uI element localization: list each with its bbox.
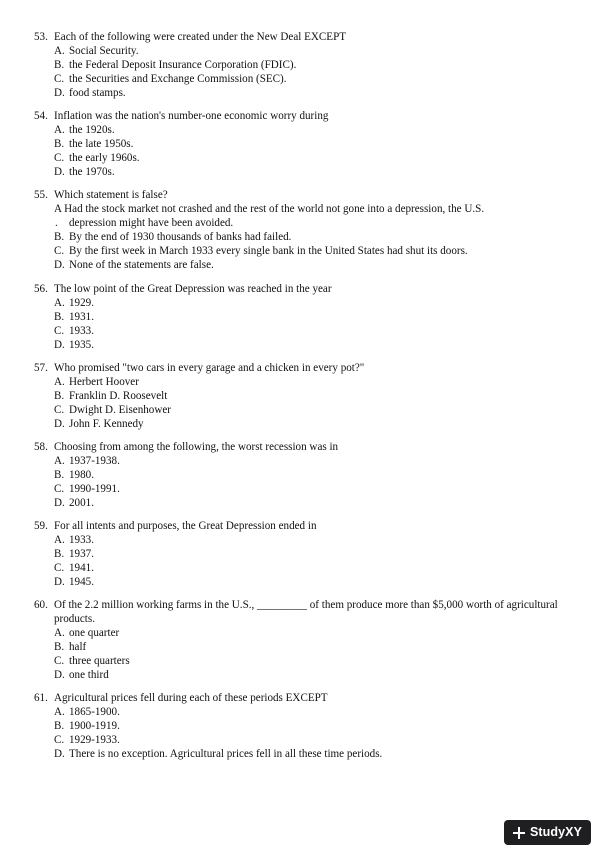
option-letter: C. xyxy=(54,482,65,495)
option-b xyxy=(54,311,579,325)
question-text: Inflation was the nation's number-one economic worry during xyxy=(54,110,329,122)
question-text: For all intents and purposes, the Great Depression ended in xyxy=(54,520,317,532)
question-61 xyxy=(34,692,579,762)
option-b xyxy=(54,231,579,245)
option-a xyxy=(54,124,579,138)
option-letter: C. xyxy=(54,654,65,667)
option-letter: A. xyxy=(54,705,65,718)
option-letter: D. xyxy=(54,258,65,271)
option-letter: D. xyxy=(54,165,65,178)
option-b xyxy=(54,138,579,152)
option-text: 1931. xyxy=(69,310,94,323)
option-c xyxy=(54,404,579,418)
option-d xyxy=(54,576,579,590)
option-text: 1900-1919. xyxy=(69,719,120,732)
option-text: 1935. xyxy=(69,338,94,351)
question-stem xyxy=(34,692,579,706)
option-letter: D. xyxy=(54,86,65,99)
option-letter: A. xyxy=(54,626,65,639)
option-text: the early 1960s. xyxy=(69,151,140,164)
question-54 xyxy=(34,110,579,180)
plus-icon xyxy=(513,827,525,839)
option-text: 1933. xyxy=(69,324,94,337)
option-text: depression might have been avoided. xyxy=(69,216,234,229)
option-a xyxy=(54,297,579,311)
question-text: Who promised "two cars in every garage and a chicken in every pot?" xyxy=(54,362,365,374)
question-number: 54. xyxy=(34,110,48,122)
question-text: The low point of the Great Depression was reached in the year xyxy=(54,283,332,295)
question-stem xyxy=(34,441,579,455)
option-text: half xyxy=(69,640,87,653)
option-list xyxy=(54,124,579,180)
option-letter: C. xyxy=(54,403,65,416)
option-text: the late 1950s. xyxy=(69,137,134,150)
question-stem xyxy=(34,520,579,534)
option-text: 1980. xyxy=(69,468,94,481)
option-letter: D. xyxy=(54,668,65,681)
option-letter: D. xyxy=(54,417,65,430)
option-text: 1933. xyxy=(69,533,94,546)
question-57 xyxy=(34,362,579,432)
option-text: 1945. xyxy=(69,575,94,588)
option-letter: B. xyxy=(54,137,65,150)
question-58 xyxy=(34,441,579,511)
option-c xyxy=(54,483,579,497)
question-53 xyxy=(34,31,579,101)
option-d xyxy=(54,87,579,101)
option-text: 2001. xyxy=(69,496,94,509)
question-60 xyxy=(34,599,579,682)
option-a xyxy=(54,534,579,548)
question-number: 59. xyxy=(34,520,48,532)
option-b xyxy=(54,390,579,404)
option-d xyxy=(54,259,579,273)
option-text: 1937. xyxy=(69,547,94,560)
option-text: 1929-1933. xyxy=(69,733,120,746)
option-c xyxy=(54,325,579,339)
option-letter: B. xyxy=(54,547,65,560)
option-d xyxy=(54,669,579,683)
option-a xyxy=(54,627,579,641)
option-list xyxy=(54,627,579,683)
option-text: There is no exception. Agricultural prices fell in all these time periods. xyxy=(69,747,383,760)
option-list xyxy=(54,297,579,353)
option-text: one third xyxy=(69,668,109,681)
option-b xyxy=(54,469,579,483)
continuation-dot: . xyxy=(55,216,58,229)
option-letter: A. xyxy=(54,44,65,57)
question-stem xyxy=(34,283,579,297)
option-text: None of the statements are false. xyxy=(69,258,214,271)
option-b xyxy=(54,548,579,562)
option-letter: B. xyxy=(54,640,65,653)
option-text: the 1920s. xyxy=(69,123,115,136)
option-text: 1941. xyxy=(69,561,94,574)
question-text: Each of the following were created under the New Deal EXCEPT xyxy=(54,31,347,43)
option-letter: C. xyxy=(54,244,65,257)
question-stem xyxy=(34,362,579,376)
option-letter: B. xyxy=(54,58,65,71)
question-stem xyxy=(34,31,579,45)
option-b xyxy=(54,720,579,734)
option-b xyxy=(54,59,579,73)
option-d xyxy=(54,339,579,353)
option-text: three quarters xyxy=(69,654,130,667)
option-letter: B. xyxy=(54,468,65,481)
option-d xyxy=(54,497,579,511)
option-d xyxy=(54,418,579,432)
option-text: 1937-1938. xyxy=(69,454,120,467)
option-a xyxy=(54,376,579,390)
option-b xyxy=(54,641,579,655)
option-text: food stamps. xyxy=(69,86,126,99)
question-text: Choosing from among the following, the worst recession was in xyxy=(54,441,339,453)
option-a xyxy=(54,455,579,469)
option-a xyxy=(54,706,579,720)
question-stem xyxy=(34,599,579,627)
question-56 xyxy=(34,283,579,353)
option-c xyxy=(54,562,579,576)
option-list xyxy=(54,45,579,101)
option-text: the Federal Deposit Insurance Corporation (FDIC). xyxy=(69,58,297,71)
option-letter: D. xyxy=(54,338,65,351)
option-letter: C. xyxy=(54,561,65,574)
question-number: 58. xyxy=(34,441,48,453)
option-letter: B. xyxy=(54,230,65,243)
option-letter: D. xyxy=(54,575,65,588)
option-c xyxy=(54,245,579,259)
option-letter: D. xyxy=(54,496,65,509)
option-text: Herbert Hoover xyxy=(69,375,139,388)
option-text: John F. Kennedy xyxy=(69,417,144,430)
question-text: Agricultural prices fell during each of these periods EXCEPT xyxy=(54,692,328,704)
option-text: 1865-1900. xyxy=(69,705,120,718)
option-a-line: A Had the stock market not crashed and the rest of the world not gone into a depression, the U.S. xyxy=(54,202,485,215)
option-c xyxy=(54,152,579,166)
option-letter: C. xyxy=(54,72,65,85)
question-number: 56. xyxy=(34,283,48,295)
option-text: the Securities and Exchange Commission (SEC). xyxy=(69,72,287,85)
option-letter: A. xyxy=(54,533,65,546)
option-list xyxy=(54,376,579,432)
option-letter: A. xyxy=(54,454,65,467)
option-list xyxy=(54,534,579,590)
question-text: Of the 2.2 million working farms in the U.S., _________ of them produce more than $5,000 worth of agricultural products. xyxy=(54,599,558,625)
option-c xyxy=(54,655,579,669)
question-number: 61. xyxy=(34,692,48,704)
option-letter: B. xyxy=(54,389,65,402)
option-text: 1990-1991. xyxy=(69,482,120,495)
option-text: 1929. xyxy=(69,296,94,309)
option-text: By the end of 1930 thousands of banks had failed. xyxy=(69,230,292,243)
option-a xyxy=(54,45,579,59)
option-list xyxy=(54,203,579,273)
option-letter: C. xyxy=(54,151,65,164)
option-letter: C. xyxy=(54,324,65,337)
option-letter: A. xyxy=(54,296,65,309)
question-number: 55. xyxy=(34,189,48,201)
option-list xyxy=(54,706,579,762)
option-text: Social Security. xyxy=(69,44,139,57)
option-d xyxy=(54,166,579,180)
option-letter: B. xyxy=(54,719,65,732)
option-text: one quarter xyxy=(69,626,120,639)
question-number: 60. xyxy=(34,599,48,611)
option-d xyxy=(54,748,579,762)
question-59 xyxy=(34,520,579,590)
option-c xyxy=(54,734,579,748)
option-text: the 1970s. xyxy=(69,165,115,178)
option-text: Franklin D. Roosevelt xyxy=(69,389,168,402)
option-c xyxy=(54,73,579,87)
option-text: Dwight D. Eisenhower xyxy=(69,403,171,416)
option-a-continuation xyxy=(54,217,579,231)
brand-label: StudyXY xyxy=(529,824,583,839)
studyxy-logo-badge[interactable] xyxy=(504,820,591,845)
option-letter: B. xyxy=(54,310,65,323)
option-text: By the first week in March 1933 every single bank in the United States had shut its doors. xyxy=(69,244,468,257)
question-number: 53. xyxy=(34,31,48,43)
question-55 xyxy=(34,189,579,272)
question-stem xyxy=(34,110,579,124)
option-list xyxy=(54,455,579,511)
option-letter: A. xyxy=(54,123,65,136)
question-number: 57. xyxy=(34,362,48,374)
question-text: Which statement is false? xyxy=(54,189,168,201)
option-letter: A. xyxy=(54,375,65,388)
question-stem xyxy=(34,189,579,203)
option-letter: C. xyxy=(54,733,65,746)
option-letter: D. xyxy=(54,747,65,760)
